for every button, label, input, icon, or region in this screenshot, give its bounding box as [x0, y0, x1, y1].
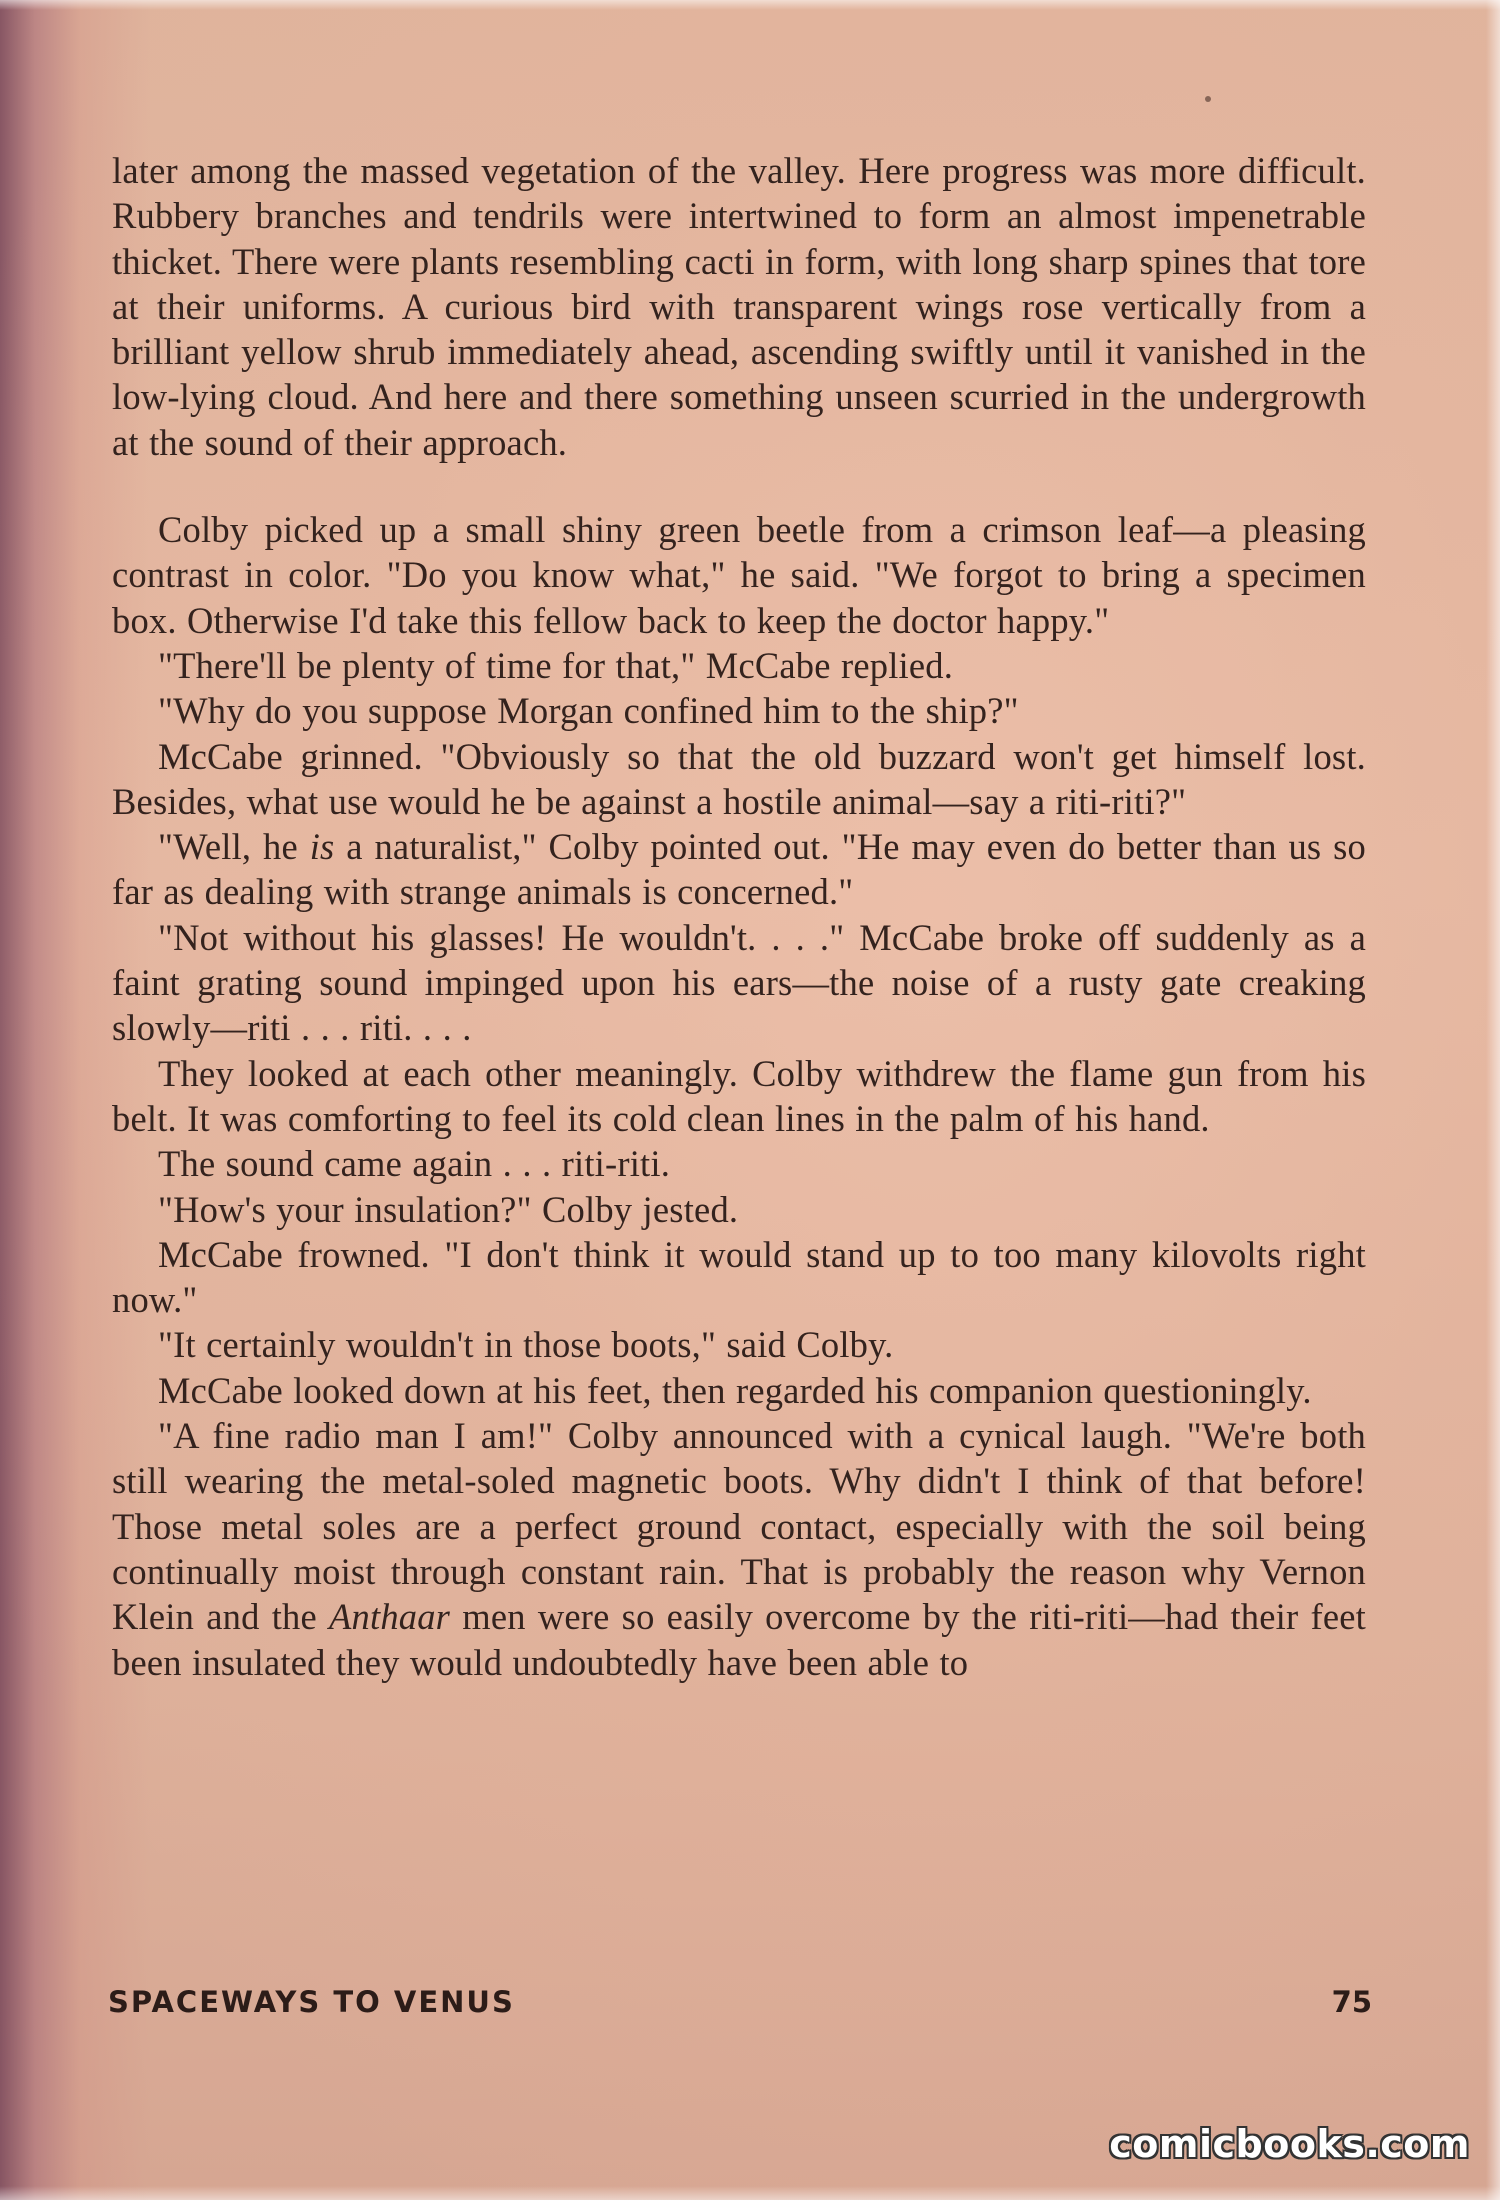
page-top-edge — [0, 0, 1500, 10]
paragraph: McCabe grinned. "Obviously so that the old buzzard won't get himself lost. Besides, what use would he be against a hostile animal—say a riti-riti?" — [112, 735, 1366, 822]
page-number: 75 — [1331, 1985, 1372, 2019]
paragraph: "How's your insulation?" Colby jested. — [158, 1188, 739, 1230]
paragraph: "Why do you suppose Morgan confined him to the ship?" — [158, 690, 1019, 732]
paragraph-text: "A fine radio man I am!" Colby announced with a cynical laugh. "We're both still wearing the metal-soled magnetic boots. Why didn't I think of that before! Those metal soles are a perfect ground contact, especially with the soil being continually moist through constant rain. That is probably the reason why Vernon Klein and the — [112, 1415, 1366, 1638]
paragraph — [112, 1413, 1366, 1685]
paragraph: "There'll be plenty of time for that," McCabe replied. — [158, 644, 954, 686]
paragraph: McCabe looked down at his feet, then regarded his companion questioningly. — [158, 1369, 1312, 1411]
paragraph-text: a naturalist," Colby pointed out. "He may even do better than us so far as dealing with strange animals is concerned." — [112, 826, 1366, 913]
running-footer-title: SPACEWAYS TO VENUS — [108, 1985, 515, 2019]
emphasis-text: is — [309, 826, 335, 868]
paragraph: They looked at each other meaningly. Colby withdrew the flame gun from his belt. It was comforting to feel its cold clean lines in the palm of his hand. — [112, 1052, 1366, 1139]
paragraph: later among the massed vegetation of the valley. Here progress was more difficult. Rubbery branches and tendrils were intertwined to form an almost impenetrable thicket. There were plants resembling cacti in form, with long sharp spines that tore at their uniforms. A curious bird with transparent wings rose vertically from a brilliant yellow shrub immediately ahead, ascending swiftly until it vanished in the low-lying cloud. And here and there something unseen scurried in the undergrowth at the sound of their approach. — [112, 150, 1366, 463]
paragraph: The sound came again . . . riti-riti. — [158, 1143, 671, 1185]
paragraph — [112, 824, 1366, 915]
paragraph-text: "Well, he — [158, 826, 310, 868]
page-bottom-edge — [0, 2186, 1500, 2200]
paragraph: "It certainly wouldn't in those boots," said Colby. — [158, 1324, 894, 1366]
site-watermark: comicbooks.com — [1109, 2122, 1470, 2166]
ship-name-text: Anthaar — [329, 1596, 451, 1638]
page-right-edge — [1486, 0, 1500, 2200]
paragraph: "Not without his glasses! He wouldn't. . . ." McCabe broke off suddenly as a faint grating sound impinged upon his ears—the noise of a rusty gate creaking slowly—riti . . . riti. . . . — [112, 916, 1366, 1049]
paragraph: Colby picked up a small shiny green beetle from a crimson leaf—a pleasing contrast in color. "Do you know what," he said. "We forgot to bring a specimen box. Otherwise I'd take this fellow back to keep the doctor happy." — [112, 509, 1366, 641]
print-speck — [1205, 96, 1211, 102]
body-text — [112, 148, 1366, 1685]
paragraph: McCabe frowned. "I don't think it would stand up to too many kilovolts right now." — [112, 1233, 1366, 1321]
paragraph-text: men were so easily overcome by the riti-riti—had their feet been insulated they would undoubtedly have been able to — [112, 1596, 1366, 1683]
